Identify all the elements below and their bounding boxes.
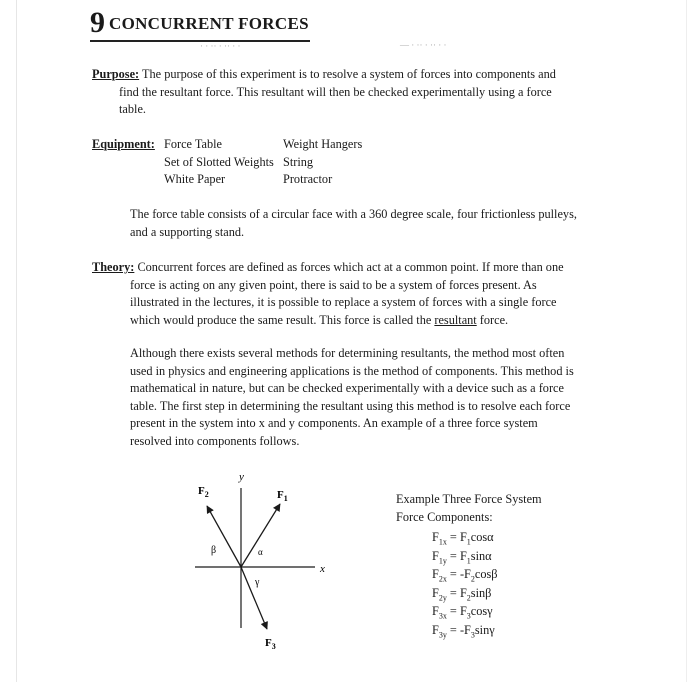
- theory-label: Theory:: [92, 260, 135, 274]
- scan-edge-left: [16, 0, 17, 682]
- force-diagram: [180, 468, 350, 658]
- equation-1x: [432, 530, 494, 546]
- eq-equals: =: [446, 548, 460, 563]
- eq-sign: -: [459, 567, 465, 582]
- eq-rhs-sub: 1: [466, 537, 471, 547]
- force-vector-f3: [241, 567, 267, 629]
- eq-lhs-sub: 3y: [438, 630, 447, 640]
- eq-rhs: F: [464, 567, 471, 582]
- example-subtitle: Force Components:: [396, 509, 493, 524]
- axis-label-x: x: [320, 563, 325, 575]
- theory-p2-line-2: used in physics and engineering applications is the method of components. This method is: [130, 363, 574, 378]
- angle-alpha: α: [258, 547, 263, 557]
- chapter-title: CONCURRENT FORCES: [109, 14, 309, 33]
- eq-lhs: F: [432, 623, 439, 637]
- theory-p2-line-4: table. The first step in determining the resultant using this method is to resolve each force: [130, 398, 571, 413]
- scan-noise: · · ·· · ·· · ·: [200, 41, 241, 51]
- eq-rhs-sub: 1: [466, 556, 471, 566]
- theory-p2-line-5: present in the system into x and y components. An example of a three force system: [130, 416, 538, 430]
- purpose-line-3: table.: [119, 102, 146, 116]
- equipment-item-protractor: Protractor: [283, 172, 333, 186]
- eq-lhs-sub: 2y: [438, 593, 447, 603]
- scan-edge-right: [686, 0, 687, 682]
- equipment-item-slotted-weights: Set of Slotted Weights: [164, 154, 274, 169]
- eq-trig: sinβ: [470, 585, 492, 600]
- label-f1-sub: 1: [283, 494, 288, 503]
- angle-beta: β: [211, 545, 217, 556]
- angle-gamma: γ: [255, 577, 260, 588]
- theory-section: [92, 259, 592, 329]
- eq-lhs: F: [432, 567, 439, 582]
- label-f3-letter: F: [265, 637, 272, 649]
- theory-p1-line-4-text: which would produce the same result. This force is called the: [130, 312, 435, 327]
- eq-rhs-sub: 3: [466, 611, 471, 621]
- force-vector-f2: [207, 506, 241, 567]
- eq-rhs: F: [459, 604, 467, 619]
- equipment-item-force-table: Force Table: [164, 137, 222, 151]
- theory-p1-line-4: [92, 312, 592, 330]
- purpose-line-2: find the resultant force. This resultant will then be checked experimentally using a force: [119, 84, 552, 99]
- label-f2: [198, 485, 209, 499]
- eq-trig: cosγ: [470, 604, 493, 619]
- theory-p2-line-1: Although there exists several methods for determining resultants, the method most often: [130, 346, 565, 360]
- equation-1y: [432, 549, 492, 565]
- eq-rhs: F: [459, 548, 467, 563]
- equipment-description-line-1: The force table consists of a circular face with a 360 degree scale, four frictionless pulleys,: [130, 207, 577, 221]
- axis-label-y: y: [239, 471, 244, 483]
- label-f2-sub: 2: [204, 490, 209, 499]
- eq-rhs: F: [459, 530, 467, 544]
- purpose-label: Purpose:: [92, 67, 140, 81]
- theory-p2-line-6: resolved into components follows.: [130, 433, 300, 448]
- purpose-section: [92, 66, 592, 119]
- eq-lhs-sub: 1y: [438, 556, 447, 566]
- eq-equals: =: [446, 585, 460, 600]
- theory-p2-line-3: mathematical in nature, but can be checked experimentally with a device such as a force: [130, 381, 564, 395]
- equipment-item-weight-hangers: Weight Hangers: [283, 137, 363, 151]
- eq-equals: =: [446, 623, 460, 637]
- eq-lhs-sub: 1x: [438, 537, 447, 547]
- scan-noise: — · ·· · ·· · ·: [400, 40, 447, 50]
- example-title: Example Three Force System: [396, 492, 542, 506]
- eq-trig: sinα: [470, 548, 492, 563]
- label-f1: [277, 489, 288, 503]
- label-f1-letter: F: [277, 489, 284, 501]
- eq-trig: cosβ: [474, 567, 498, 582]
- eq-lhs-sub: 2x: [438, 574, 447, 584]
- eq-trig: sinγ: [474, 623, 495, 637]
- eq-lhs: F: [432, 585, 439, 600]
- eq-equals: =: [446, 567, 460, 582]
- label-f3: [265, 637, 276, 651]
- purpose-line-1: The purpose of this experiment is to resolve a system of forces into components and: [142, 67, 556, 81]
- equipment-section: [92, 136, 592, 189]
- eq-lhs-sub: 3x: [438, 611, 447, 621]
- label-f3-sub: 3: [271, 642, 276, 651]
- eq-sign: -: [459, 623, 465, 637]
- equipment-label: Equipment:: [92, 137, 155, 151]
- example-heading: [396, 491, 646, 526]
- theory-paragraph-2: [130, 345, 600, 450]
- theory-p1-line-3: illustrated in the lectures, it is possible to replace a system of forces with a single force: [130, 295, 557, 309]
- eq-rhs-sub: 3: [470, 630, 475, 640]
- chapter-number: 9: [90, 6, 105, 39]
- equation-2y: [432, 586, 491, 602]
- eq-lhs: F: [432, 530, 439, 544]
- equation-2x: [432, 567, 498, 583]
- equipment-description: [130, 206, 600, 241]
- theory-p1-line-4-end: force.: [476, 312, 509, 327]
- resultant-term: resultant: [434, 312, 477, 327]
- theory-p1-line-2: force is acting on any given point, there is said to be a system of forces present. As: [130, 277, 537, 292]
- force-vector-f1: [241, 504, 280, 567]
- eq-lhs: F: [432, 548, 439, 563]
- equipment-item-string: String: [283, 154, 314, 169]
- eq-lhs: F: [432, 604, 439, 619]
- eq-rhs: F: [464, 623, 471, 637]
- eq-equals: =: [446, 530, 460, 544]
- equation-3x: [432, 604, 493, 620]
- label-f2-letter: F: [198, 485, 205, 497]
- eq-trig: cosα: [470, 530, 494, 544]
- eq-rhs: F: [459, 585, 467, 600]
- eq-rhs-sub: 2: [466, 593, 471, 603]
- equipment-item-white-paper: White Paper: [164, 172, 226, 186]
- equipment-description-line-2: and a supporting stand.: [130, 224, 245, 239]
- eq-rhs-sub: 2: [470, 574, 475, 584]
- chapter-heading: [90, 6, 309, 40]
- theory-p1-line-1: Concurrent forces are defined as forces which act at a common point. If more than one: [137, 260, 564, 274]
- equation-3y: [432, 623, 495, 639]
- eq-equals: =: [446, 604, 460, 619]
